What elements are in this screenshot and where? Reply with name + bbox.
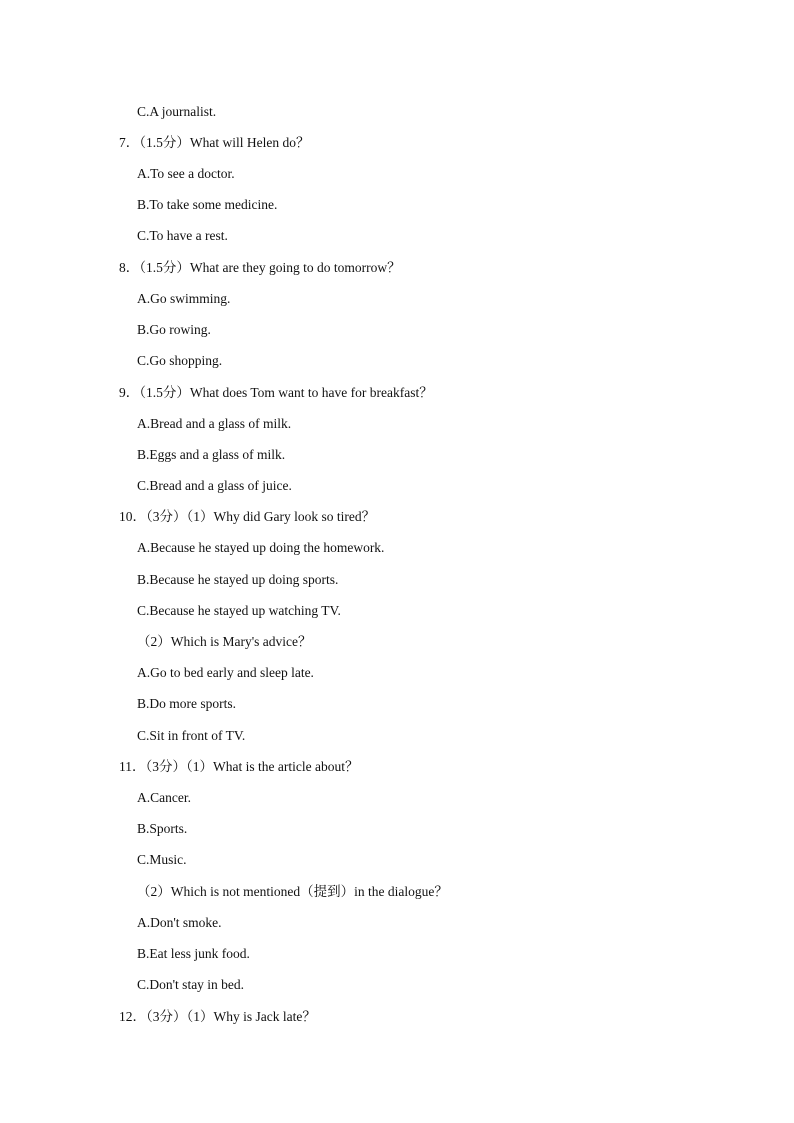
option-line: A.Because he stayed up doing the homework. [137, 540, 385, 555]
option-line: C.Don't stay in bed. [137, 977, 245, 992]
option-line: C.Because he stayed up watching TV. [137, 603, 341, 618]
option-line: C.To have a rest. [137, 228, 228, 243]
option-line: B.Eggs and a glass of milk. [137, 447, 286, 462]
option-line: B.Go rowing. [137, 322, 211, 337]
question-line: 12．（3分）（1）Why is Jack late？ [119, 1009, 316, 1024]
question-line: 9．（1.5分）What does Tom want to have for breakfast？ [119, 385, 433, 400]
option-line: B.Eat less junk food. [137, 946, 250, 961]
question-line: 7．（1.5分）What will Helen do？ [119, 135, 310, 150]
option-line: B.To take some medicine. [137, 197, 278, 212]
option-line: A.To see a doctor. [137, 166, 235, 181]
option-line: A.Don't smoke. [137, 915, 222, 930]
option-line: A.Go swimming. [137, 291, 231, 306]
option-line: C.Sit in front of TV. [137, 728, 246, 743]
option-line: C.A journalist. [137, 104, 217, 119]
option-line: B.Because he stayed up doing sports. [137, 572, 339, 587]
question-line: 11．（3分）（1）What is the article about？ [119, 759, 359, 774]
option-line: C.Bread and a glass of juice. [137, 478, 292, 493]
subquestion-line: （2）Which is Mary's advice？ [137, 634, 312, 649]
question-line: 10．（3分）（1）Why did Gary look so tired？ [119, 509, 376, 524]
option-line: A.Cancer. [137, 790, 191, 805]
option-line: B.Do more sports. [137, 696, 236, 711]
option-line: A.Go to bed early and sleep late. [137, 665, 314, 680]
option-line: C.Music. [137, 852, 187, 867]
question-line: 8．（1.5分）What are they going to do tomorrow？ [119, 260, 401, 275]
option-line: A.Bread and a glass of milk. [137, 416, 292, 431]
option-line: C.Go shopping. [137, 353, 223, 368]
option-line: B.Sports. [137, 821, 188, 836]
subquestion-line: （2）Which is not mentioned（提到）in the dialogue？ [137, 884, 448, 899]
